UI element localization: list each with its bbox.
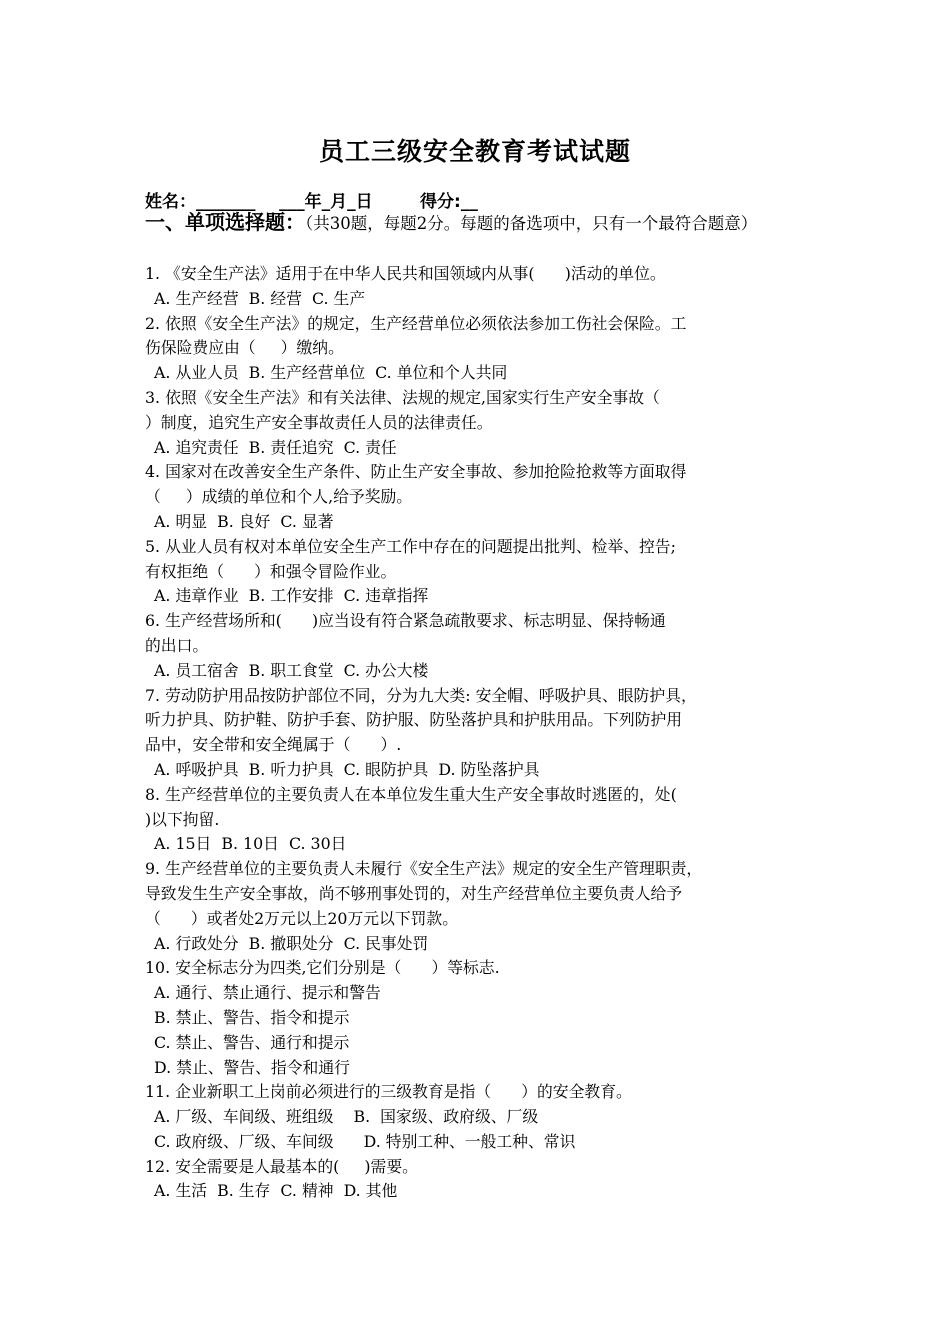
question-text-line: 9. 生产经营单位的主要负责人未履行《安全生产法》规定的安全生产管理职责，	[145, 859, 703, 879]
question-item	[145, 312, 815, 386]
section-note: （共30题，每题2分。每题的备选项中，只有一个最符合题意）	[305, 214, 758, 233]
question-item	[145, 609, 815, 683]
answer-options-line: A. 明显 B. 良好 C. 显著	[154, 511, 334, 531]
question-text-line: 6. 生产经营场所和( )应当设有符合紧急疏散要求、标志明显、保持畅通	[145, 611, 666, 631]
question-list	[145, 262, 815, 1204]
answer-options-line: C. 政府级、厂级、车间级 D. 特别工种、一般工种、常识	[154, 1131, 576, 1151]
question-text-line: 7. 劳动防护用品按防护部位不同，分为九大类: 安全帽、呼吸护具、眼防护具，	[145, 685, 697, 705]
answer-options-line: A. 15日 B. 10日 C. 30日	[154, 834, 347, 854]
answer-options-line: A. 厂级、车间级、班组级 B. 国家级、政府级、厂级	[154, 1107, 539, 1127]
page-title: 员工三级安全教育考试试题	[318, 137, 631, 166]
question-item	[145, 956, 815, 1080]
question-item	[145, 857, 815, 956]
question-text-line: 2. 依照《安全生产法》的规定，生产经营单位必须依法参加工伤社会保险。工	[145, 313, 687, 333]
answer-options-line: D. 禁止、警告、指令和通行	[154, 1057, 350, 1077]
question-item	[145, 535, 815, 609]
section-header	[145, 210, 815, 237]
question-text-line: 12. 安全需要是人最基本的( )需要。	[145, 1156, 418, 1176]
question-item	[145, 1155, 815, 1205]
question-text-line: （ ）或者处2万元以上20万元以下罚款。	[145, 908, 459, 928]
question-text-line: 3. 依照《安全生产法》和有关法律、法规的规定,国家实行生产安全事故（	[145, 387, 660, 407]
question-item	[145, 1080, 815, 1154]
question-text-line: 伤保险费应由（ ）缴纳。	[145, 338, 344, 358]
question-text-line: 10. 安全标志分为四类,它们分别是（ ）等标志.	[145, 958, 500, 978]
question-text-line: 的出口。	[145, 635, 209, 655]
exam-info-line: 姓名：_______ ___年_月_日 得分:__	[145, 192, 478, 212]
question-text-line: 1. 《安全生产法》适用于在中华人民共和国领域内从事( )活动的单位。	[145, 264, 666, 283]
question-item	[145, 262, 815, 312]
question-text-line: 导致发生生产安全事故，尚不够刑事处罚的，对生产经营单位主要负责人给予	[145, 883, 683, 903]
answer-options-line: A. 员工宿舍 B. 职工食堂 C. 办公大楼	[154, 660, 429, 680]
answer-options-line: A. 生活 B. 生存 C. 精神 D. 其他	[154, 1181, 398, 1201]
question-text-line: )以下拘留.	[145, 809, 220, 829]
question-text-line: 听力护具、防护鞋、防护手套、防护服、防坠落护具和护肤用品。下列防护用	[145, 710, 683, 730]
question-text-line: 有权拒绝（ ）和强令冒险作业。	[145, 561, 397, 581]
question-item	[145, 684, 815, 783]
question-item	[145, 460, 815, 534]
answer-options-line: A. 追究责任 B. 责任追究 C. 责任	[154, 437, 397, 457]
question-text-line: ）制度，追究生产安全事故责任人员的法律责任。	[145, 412, 493, 432]
question-item	[145, 783, 815, 857]
section-heading: 一、单项选择题：	[145, 210, 305, 234]
answer-options-line: A. 呼吸护具 B. 听力护具 C. 眼防护具 D. 防坠落护具	[154, 759, 540, 779]
question-text-line: 11. 企业新职工上岗前必须进行的三级教育是指（ ）的安全教育。	[145, 1082, 632, 1102]
question-text-line: （ ）成绩的单位和个人,给予奖励。	[145, 487, 413, 507]
answer-options-line: B. 禁止、警告、指令和提示	[154, 1007, 350, 1027]
question-text-line: 品中，安全带和安全绳属于（ ）.	[145, 735, 402, 755]
question-text-line: 8. 生产经营单位的主要负责人在本单位发生重大生产安全事故时逃匿的，处(	[145, 784, 677, 804]
answer-options-line: A. 从业人员 B. 生产经营单位 C. 单位和个人共同	[154, 363, 508, 383]
question-item	[145, 386, 815, 460]
question-text-line: 4. 国家对在改善安全生产条件、防止生产安全事故、参加抢险抢救等方面取得	[145, 462, 687, 482]
question-text-line: 5. 从业人员有权对本单位安全生产工作中存在的问题提出批判、检举、控告;	[145, 536, 676, 556]
answer-options-line: A. 生产经营 B. 经营 C. 生产	[154, 288, 366, 308]
answer-options-line: A. 行政处分 B. 撤职处分 C. 民事处罚	[154, 933, 429, 953]
answer-options-line: A. 通行、禁止通行、提示和警告	[154, 983, 381, 1003]
answer-options-line: A. 违章作业 B. 工作安排 C. 违章指挥	[154, 586, 429, 606]
answer-options-line: C. 禁止、警告、通行和提示	[154, 1032, 350, 1052]
